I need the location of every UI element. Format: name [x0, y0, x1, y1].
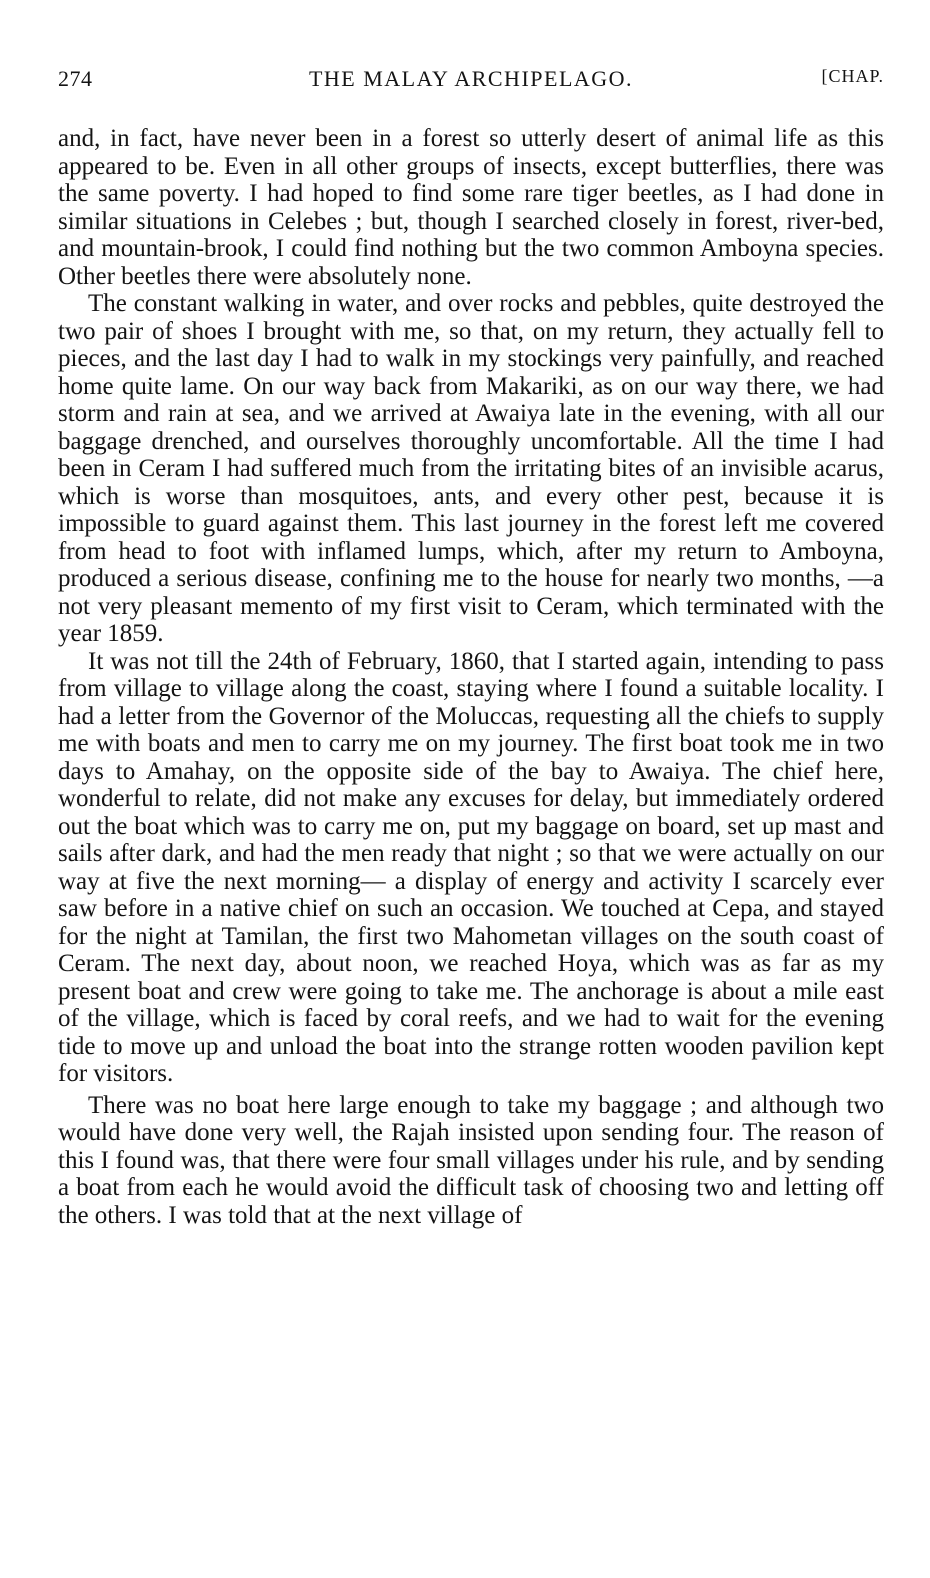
body-text	[58, 125, 884, 1229]
chapter-mark: [CHAP.	[821, 66, 884, 86]
page-number: 274	[58, 66, 93, 91]
running-head	[58, 58, 884, 98]
book-page	[58, 58, 884, 1229]
running-title: THE MALAY ARCHIPELAGO.	[308, 66, 634, 91]
paragraph-february-1860: It was not till the 24th of February, 1860, that I started again, intending to pass from village to village along the coast, staying where I found a suitable locality. I had a letter from the Governor of the Moluccas, requesting all the chiefs to supply me with boats and men to carry me on my journey. The first boat took me in two days to Amahay, on the opposite side of the bay to Awaiya. The chief here, wonderful to relate, did not make any excuses for delay, but immediately ordered out the boat which was to carry me on, put my baggage on board, set up mast and sails after dark, and had the men ready that night ; so that we were actually on our way at five the next morning— a display of energy and activity I scarcely ever saw before in a native chief on such an occasion. We touched at Cepa, and stayed for the night at Tamilan, the first two Mahometan villages on the south coast of Ceram. The next day, about noon, we reached Hoya, which was as far as my present boat and crew were going to take me. The anchorage is about a mile east of the village, which is faced by coral reefs, and we had to wait for the evening tide to move up and unload the boat into the strange rotten wooden pavilion kept for visitors.	[58, 647, 884, 1087]
paragraph-hoya-boats: There was no boat here large enough to take my baggage ; and although two would have done very well, the Rajah insisted upon sending four. The reason of this I found was, that there were four small villages under his rule, and by sending a boat from each he would avoid the difficult task of choosing two and letting off the others. I was told that at the next village of	[58, 1091, 884, 1229]
paragraph-walking-in-water: The constant walking in water, and over rocks and pebbles, quite destroyed the two pair of shoes I brought with me, so that, on my return, they actually fell to pieces, and the last day I had to walk in my stockings very painfully, and reached home quite lame. On our way back from Makariki, as on our way there, we had storm and rain at sea, and we arrived at Awaiya late in the evening, with all our baggage drenched, and ourselves thoroughly uncomfortable. All the time I had been in Ceram I had suffered much from the irritating bites of an invisible acarus, which is worse than mosquitoes, ants, and every other pest, because it is impossible to guard against them. This last journey in the forest left me covered from head to foot with inflamed lumps, which, after my return to Amboyna, produced a serious disease, confining me to the house for nearly two months, —a not very pleasant memento of my first visit to Ceram, which terminated with the year 1859.	[58, 290, 884, 647]
paragraph-continuation: and, in fact, have never been in a forest so utterly desert of animal life as this appeared to be. Even in all other groups of insects, except butterflies, there was the same poverty. I had hoped to find some rare tiger beetles, as I had done in similar situations in Celebes ; but, though I searched closely in forest, river-bed, and mountain-brook, I could find nothing but the two common Amboyna species. Other beetles there were absolutely none.	[58, 125, 884, 290]
